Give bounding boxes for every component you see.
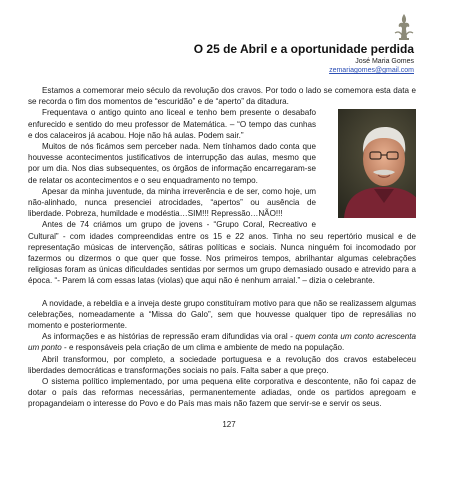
paragraph: Muitos de nós ficámos sem perceber nada. Nem tínhamos dado conta que houvesse acontecimentos justificativos de interrupção das aulas, mesmo que por um dia. Nos dias subsequentes, os órgãos de informação encarregaram-se de relatar os acontecimentos e o seu enquadramento no tempo. (28, 142, 316, 185)
page-number: 127 (222, 420, 236, 429)
article-title: O 25 de Abril e a oportunidade perdida (193, 42, 414, 56)
paragraph: Antes de 74 criámos um grupo de jovens - “Grupo Coral, Recreativo e Cultural” - com idades compreendidas entre os 15 e 22 anos. Tinha no seu repertório musical e de representação músicas de intervenção, sátiras políticas e sociais. Nunca ninguém foi incomodado por fazermos ou dizermos o que quer que fosse. Nos primeiros tempos, abrilhantar algumas celebrações religiosas foram as únicas dificuldades sentidas por sermos um grupo demasiado ousado e atrevido para a época. “- Parem lá com essas latas (violas) que aqui não é nenhum arraial.” – dizia o celebrante. (28, 220, 416, 286)
paragraph: Estamos a comemorar meio século da revolução dos cravos. Por todo o lado se comemora esta data e se recorda o fim dos momentos de “escuridão” e de “aperto” da ditadura. (28, 86, 416, 107)
ornamental-figure-icon (391, 11, 417, 41)
author-email-link[interactable]: zemariagomes@gmail.com (329, 67, 414, 74)
paragraph: Frequentava o antigo quinto ano liceal e tenho bem presente o desabafo enfurecido e sentido do meu professor de Matemática. – “O tempo das cunhas e dos calaceiros já acabou. Hoje não há aulas. Podem sair.” (28, 107, 416, 141)
paragraph: A novidade, a rebeldia e a inveja deste grupo constituíram motivo para que não se realizassem algumas celebrações, nomeadamente a “Missa do Galo”, sem que houvesse qualquer tipo de represálias no momento e posteriormente. (28, 298, 416, 331)
author-name: José Maria Gomes (355, 58, 414, 65)
paragraph: O sistema político implementado, por uma pequena elite corporativa e descontente, não foi capaz de dotar o país das reformas necessárias, permanentemente adiadas, onde os partidos apregoam e propagandeiam o interesse do Povo e do País mas mais não fazem que servir-se e servir os seus. (28, 377, 416, 409)
article-body (28, 85, 416, 410)
paragraph: As informações e as histórias de repressão eram difundidas via oral - quem conta um conto acrescenta um ponto - e responsáveis pela criação de um clima e ambiente de medo na população. (28, 332, 416, 353)
portrait-photo (324, 109, 416, 218)
italic-quote: quem conta um conto acrescenta um ponto (28, 332, 416, 353)
paragraph: Abril transformou, por completo, a sociedade portuguesa e a revolução dos cravos estabeleceu liberdades democráticas e transformações sociais no país. Falta saber a que preço. (28, 354, 416, 375)
paragraph: Apesar da minha juventude, da minha irreverência e de ser, como hoje, um não-alinhado, nunca presenciei atrocidades, “apertos” ou ausência de liberdade. Pobreza, humildade e modéstia…SIM!!! Repressão…NÃO!!! (28, 186, 316, 219)
